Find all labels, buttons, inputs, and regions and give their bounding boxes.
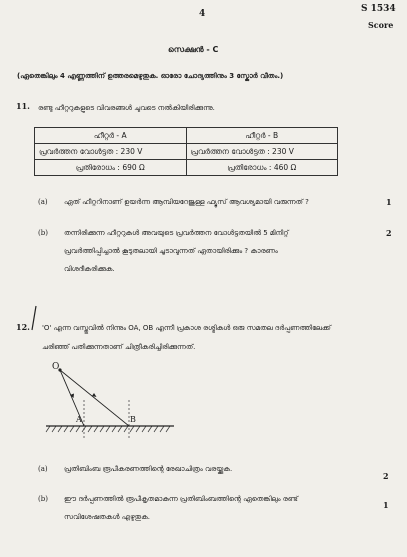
q12-part-b-line1: ഈ ദർപ്പണത്തിൽ രൂപീകൃതമാകുന്ന പ്രതിബിംബത്തിന്റെ ഏതെങ്കിലും രണ്ട്: [64, 495, 298, 503]
heater-b-voltage: പ്രവർത്തന വോൾട്ടത : 230 V: [186, 144, 338, 160]
heater-table: [34, 127, 338, 176]
q11-part-b-label: (b): [38, 229, 48, 237]
q11-part-a-label: (a): [38, 198, 48, 206]
label-o: O: [52, 362, 60, 372]
label-a: A: [76, 415, 82, 424]
q11-part-b-line1: തന്നിരിക്കുന്ന ഹീറ്ററുകൾ അവയുടെ പ്രവർത്തന വോൾട്ടതയിൽ 5 മിനിറ്റ്: [64, 229, 289, 237]
section-instruction: (ഏതെങ്കിലും 4 എണ്ണത്തിന് ഉത്തരമെഴുതുക. ഓരോ ചോദ്യത്തിനും 3 സ്കോർ വീതം.): [17, 72, 284, 80]
mirror-hatching: [46, 426, 170, 432]
heater-b-resistance: പ്രതിരോധം : 460 Ω: [186, 160, 338, 176]
paper-code: S 1534: [361, 4, 396, 14]
q12-part-b-score: 1: [383, 500, 389, 510]
question-12-line1: 'O' എന്ന വസ്തുവിൽ നിന്നും OA, OB എന്നീ പ്രകാശ രശ്മികൾ ഒരു സമതല ദർപ്പണത്തിലേക്ക്: [42, 324, 331, 332]
q12-part-b-label: (b): [38, 495, 48, 503]
q12-part-b-line2: സവിശേഷതകൾ എഴുതുക.: [64, 513, 150, 521]
heater-b-header: ഹീറ്റർ - B: [186, 128, 338, 144]
question-12-line2: ചരിഞ്ഞ് പതിക്കുന്നതാണ് ചിത്രീകരിച്ചിരിക്കുന്നത്.: [42, 343, 196, 351]
section-title: സെക്ഷൻ - C: [168, 45, 219, 54]
q12-part-a-label: (a): [38, 465, 48, 473]
q11-part-b-score: 2: [386, 228, 392, 238]
q12-part-a-text: പ്രതിബിംബ രൂപീകരണത്തിന്റെ രേഖാചിത്രം വരയ്ക്കുക.: [64, 465, 233, 473]
question-12-number: 12.: [16, 322, 30, 332]
label-b: B: [130, 415, 136, 424]
ray-ob: [60, 370, 129, 426]
plane-mirror-diagram: [40, 360, 180, 440]
q11-part-a-text: ഏത് ഹീറ്ററിനാണ് ഉയർന്ന ആമ്പിയറേജുള്ള ഫ്യൂസ് ആവശ്യമായി വരുന്നത് ?: [64, 198, 309, 206]
q11-part-b-line2: പ്രവർത്തിപ്പിച്ചാൽ കൂടുതലായി ചൂടാവുന്നത് ഏതായിരിക്കും ? കാരണം: [64, 247, 278, 255]
score-label: Score: [368, 20, 394, 30]
q12-part-a-score: 2: [383, 471, 389, 481]
heater-a-resistance: പ്രതിരോധം : 690 Ω: [35, 160, 187, 176]
question-11-text: രണ്ടു ഹീറ്ററുകളുടെ വിവരങ്ങൾ ചുവടെ നൽകിയിരിക്കുന്നു.: [38, 104, 215, 112]
q11-part-a-score: 1: [386, 197, 392, 207]
q11-part-b-line3: വിശദീകരിക്കുക.: [64, 265, 115, 273]
question-11-number: 11.: [16, 101, 30, 111]
page-number: 4: [199, 9, 206, 19]
heater-a-header: ഹീറ്റർ - A: [35, 128, 187, 144]
heater-a-voltage: പ്രവർത്തന വോൾട്ടത : 230 V: [35, 144, 187, 160]
